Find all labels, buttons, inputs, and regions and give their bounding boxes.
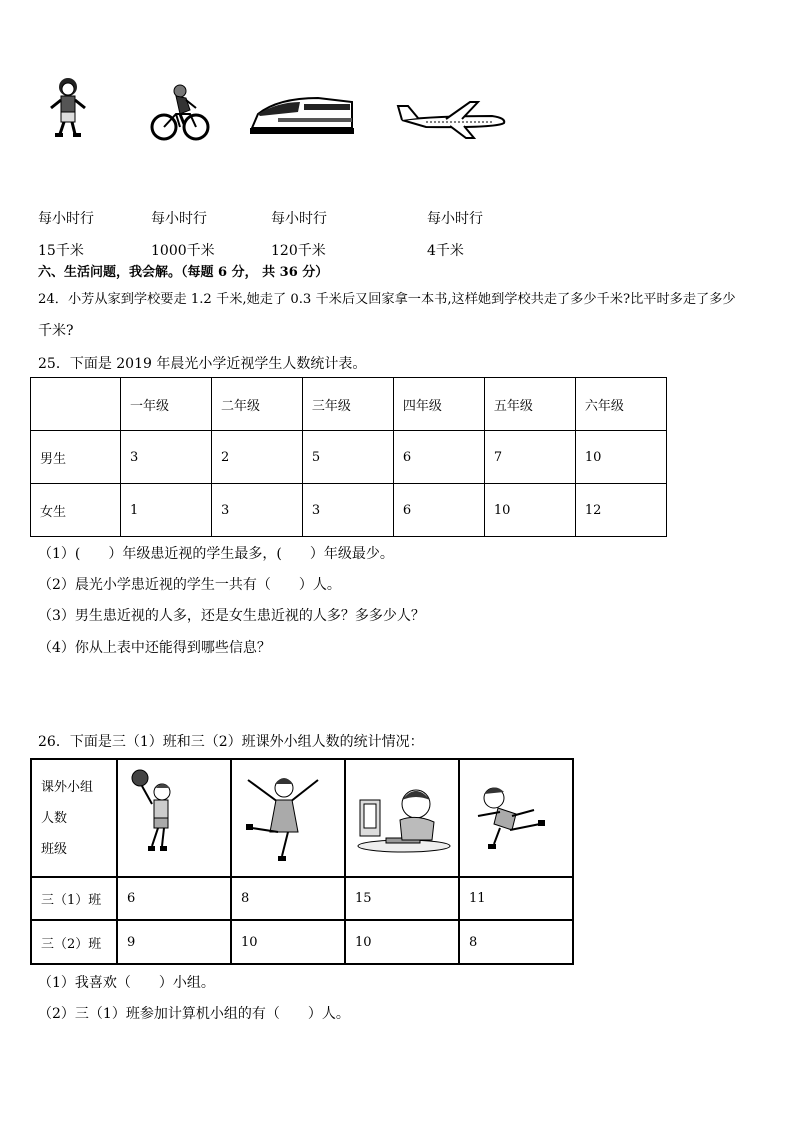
speed-value: 1000千米 bbox=[151, 243, 215, 259]
speed-label: 每小时行 bbox=[151, 211, 207, 227]
speed-value: 15千米 bbox=[38, 243, 84, 259]
section-heading: 六、生活问题，我会解。（每题 6 分， 共 36 分） bbox=[38, 265, 329, 280]
table-row bbox=[31, 484, 667, 537]
question-26-title: 26．下面是三（1）班和三（2）班课外小组人数的统计情况： bbox=[38, 734, 424, 750]
question-24-line1: 24．小芳从家到学校要走 1.2 千米,她走了 0.3 千米后又回家拿一本书,这样她到学校共走了多少千米?比平时多走了多少 bbox=[38, 292, 736, 307]
subquestion: （1）我喜欢（ ）小组。 bbox=[38, 975, 215, 991]
table-cell: 10 bbox=[575, 431, 666, 484]
table-cell: 3 bbox=[211, 484, 302, 537]
table-header: 一年级 bbox=[120, 378, 211, 431]
cyclist-icon bbox=[150, 84, 210, 142]
table-cell: 7 bbox=[484, 431, 575, 484]
subquestion: （4）你从上表中还能得到哪些信息？ bbox=[38, 640, 271, 656]
row-label: 男生 bbox=[31, 431, 121, 484]
speed-value: 4千米 bbox=[427, 243, 464, 259]
table-cell: 2 bbox=[211, 431, 302, 484]
table-row bbox=[31, 920, 573, 964]
table-cell bbox=[31, 378, 121, 431]
train-icon bbox=[248, 94, 356, 138]
speed-label: 每小时行 bbox=[271, 211, 327, 227]
subquestion: （2）晨光小学患近视的学生一共有（ ）人。 bbox=[38, 577, 341, 593]
corner-header-cell bbox=[31, 759, 117, 877]
dance-group-header bbox=[231, 759, 345, 877]
table-cell: 6 bbox=[393, 484, 484, 537]
table-cell: 6 bbox=[117, 877, 231, 920]
speed-value: 120千米 bbox=[271, 243, 326, 259]
myopia-table bbox=[30, 377, 667, 537]
table-cell: 5 bbox=[302, 431, 393, 484]
table-header: 四年级 bbox=[393, 378, 484, 431]
table-row bbox=[31, 877, 573, 920]
airplane-icon bbox=[396, 100, 508, 140]
row-label: 三（2）班 bbox=[31, 920, 117, 964]
table-header: 六年级 bbox=[575, 378, 666, 431]
basketball-group-header bbox=[117, 759, 231, 877]
computer-group-header bbox=[345, 759, 459, 877]
subquestion: （1）( ）年级患近视的学生最多，( ）年级最少。 bbox=[38, 546, 394, 562]
corner-label: 班级 bbox=[41, 841, 68, 857]
table-cell: 3 bbox=[302, 484, 393, 537]
table-cell: 9 bbox=[117, 920, 231, 964]
table-cell: 12 bbox=[575, 484, 666, 537]
basketball-icon bbox=[118, 760, 230, 872]
speed-label: 每小时行 bbox=[38, 211, 94, 227]
table-cell: 3 bbox=[120, 431, 211, 484]
table-row bbox=[31, 431, 667, 484]
subquestion: （2）三（1）班参加计算机小组的有（ ）人。 bbox=[38, 1006, 350, 1022]
table-cell: 10 bbox=[345, 920, 459, 964]
table-cell: 8 bbox=[231, 877, 345, 920]
row-label: 三（1）班 bbox=[31, 877, 117, 920]
row-label: 女生 bbox=[31, 484, 121, 537]
table-header-row bbox=[31, 759, 573, 877]
table-header-row bbox=[31, 378, 667, 431]
corner-label: 课外小组 bbox=[41, 779, 94, 795]
walking-girl-icon bbox=[46, 76, 90, 138]
corner-label: 人数 bbox=[41, 810, 68, 826]
table-header: 五年级 bbox=[484, 378, 575, 431]
table-cell: 10 bbox=[231, 920, 345, 964]
table-cell: 6 bbox=[393, 431, 484, 484]
activity-group-table bbox=[30, 758, 574, 965]
table-cell: 15 bbox=[345, 877, 459, 920]
dance-icon bbox=[232, 760, 344, 872]
table-cell: 11 bbox=[459, 877, 573, 920]
table-header: 二年级 bbox=[211, 378, 302, 431]
question-24-line2: 千米? bbox=[38, 323, 74, 339]
table-cell: 1 bbox=[120, 484, 211, 537]
subquestion: （3）男生患近视的人多，还是女生患近视的人多？多多少人？ bbox=[38, 608, 425, 624]
running-group-header bbox=[459, 759, 573, 877]
table-header: 三年级 bbox=[302, 378, 393, 431]
speed-label: 每小时行 bbox=[427, 211, 483, 227]
table-cell: 8 bbox=[459, 920, 573, 964]
computer-icon bbox=[346, 760, 458, 872]
question-25-title: 25．下面是 2019 年晨光小学近视学生人数统计表。 bbox=[38, 356, 367, 372]
table-cell: 10 bbox=[484, 484, 575, 537]
running-icon bbox=[460, 760, 572, 872]
